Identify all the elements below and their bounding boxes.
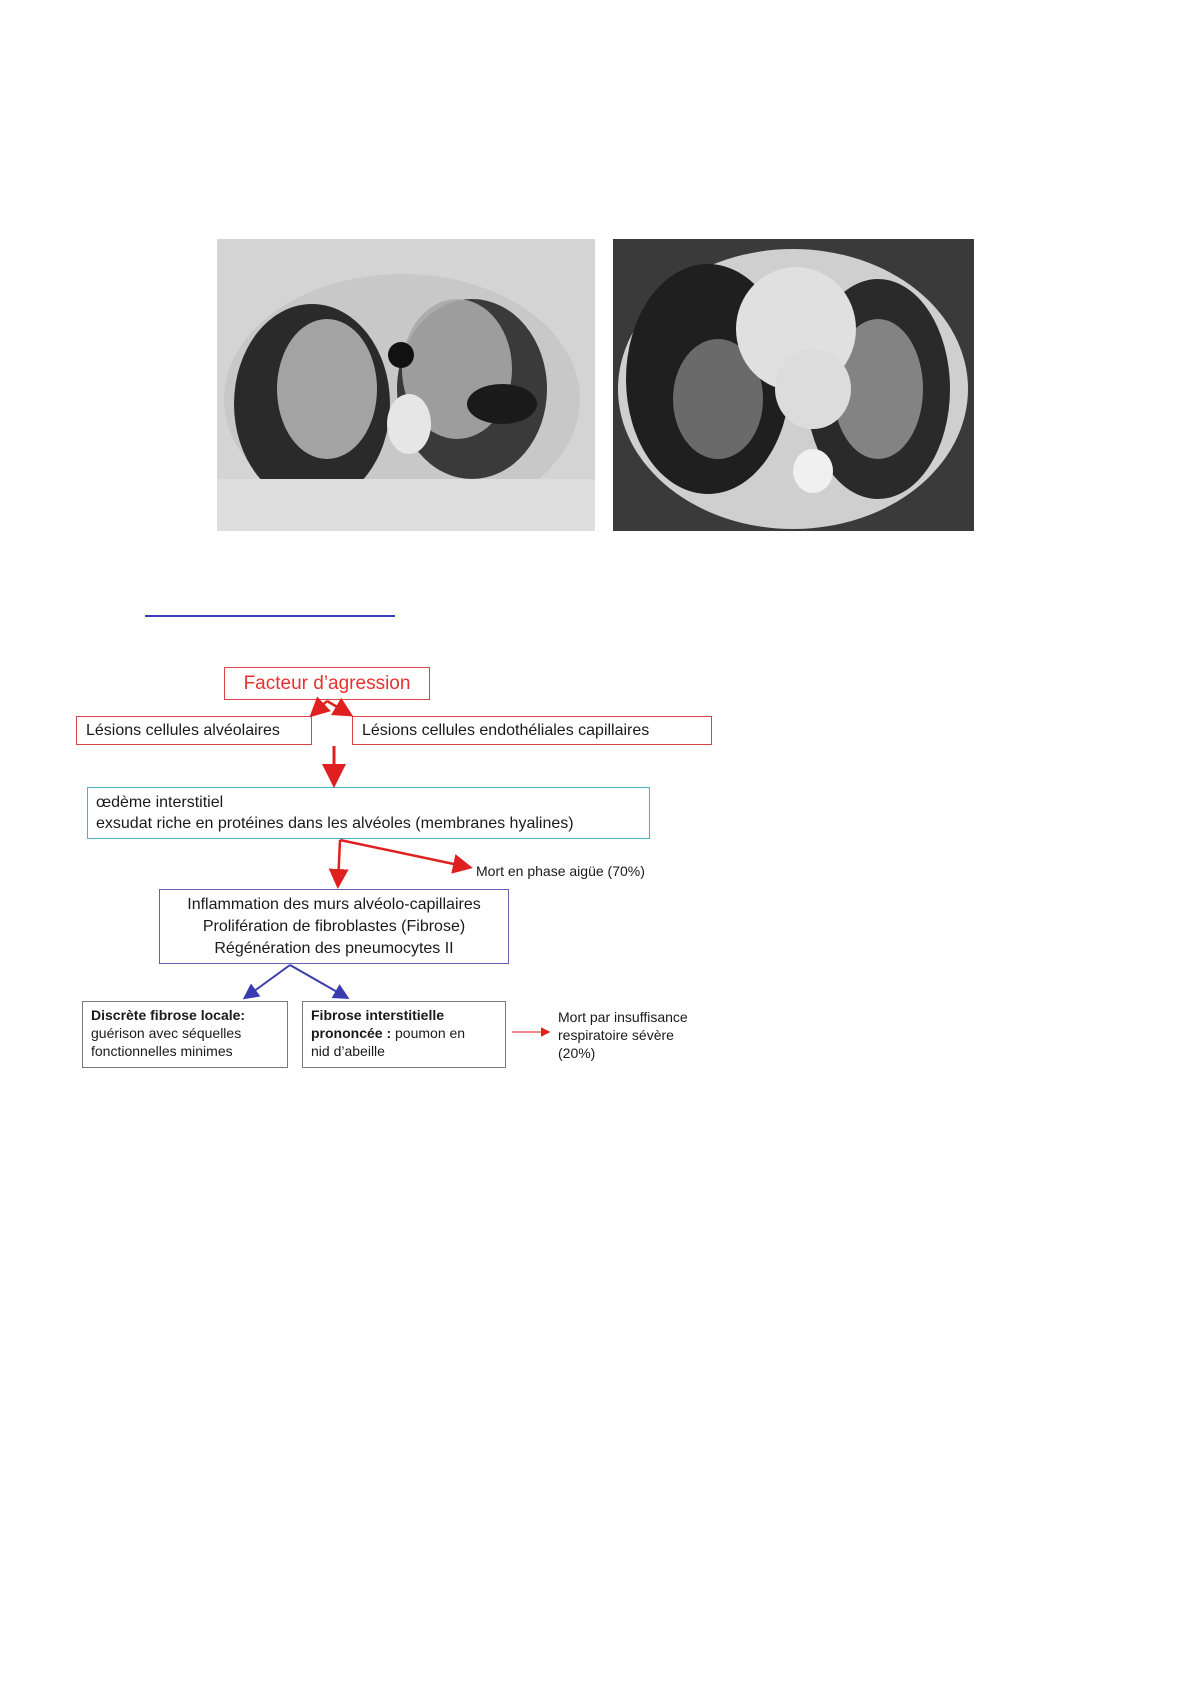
fibrose-title-1: Fibrose interstitielle [311,1007,445,1023]
arrow-oedeme-to-mort-aigue [340,840,468,867]
inflammation-line-1: Inflammation des murs alvéolo-capillaires [187,896,481,913]
fibrose-line-2 [311,1024,505,1042]
inflammation-box [159,889,509,964]
fibrose-rest-2: poumon en [391,1025,466,1041]
arrow-inflammation-to-fibrose [290,965,346,997]
fibrose-title-2: prononcée : [311,1025,392,1041]
section-heading-underline [145,615,395,617]
lesions-endotheliales-box [352,716,712,745]
facteur-agression-box [224,667,430,700]
discrete-fibrose-title: Discrète fibrose locale: [91,1007,246,1023]
mort-insuffisance-note [558,1008,728,1062]
inflammation-line-3: Régénération des pneumocytes II [214,940,454,957]
lesions-alveolaires-text: Lésions cellules alvéolaires [86,722,280,739]
ct-scan-right-image [613,239,974,531]
oedeme-box [87,787,650,839]
discrete-fibrose-box [82,1001,288,1068]
arrow-inflammation-to-discrete [246,965,290,997]
mort-phase-aigue-note: Mort en phase aigüe (70%) [476,863,645,879]
lesions-endotheliales-text: Lésions cellules endothéliales capillaires [362,722,650,739]
arrow-oedeme-to-inflammation [338,840,340,884]
oedeme-line-1: œdème interstitiel [96,794,224,811]
mort-insuffisance-line-2: respiratoire sévère [558,1027,674,1043]
ct-scan-left-image [217,239,595,531]
mort-insuffisance-line-3: (20%) [558,1045,596,1061]
oedeme-line-2: exsudat riche en protéines dans les alvéoles (membranes hyalines) [96,815,574,832]
mort-insuffisance-line-1: Mort par insuffisance [558,1009,688,1025]
lesions-alveolaires-box [76,716,312,745]
inflammation-line-2: Prolifération de fibroblastes (Fibrose) [202,918,466,935]
facteur-agression-text: Facteur d’agression [243,673,411,694]
discrete-fibrose-line-3: fonctionnelles minimes [91,1043,233,1059]
arrow-facteur-to-alveolaires [313,701,327,714]
fibrose-line-3: nid d’abeille [311,1043,385,1059]
arrow-facteur-to-endotheliales [327,701,349,714]
fibrose-interstitielle-box [302,1001,506,1068]
discrete-fibrose-line-2: guérison avec séquelles [91,1025,242,1041]
